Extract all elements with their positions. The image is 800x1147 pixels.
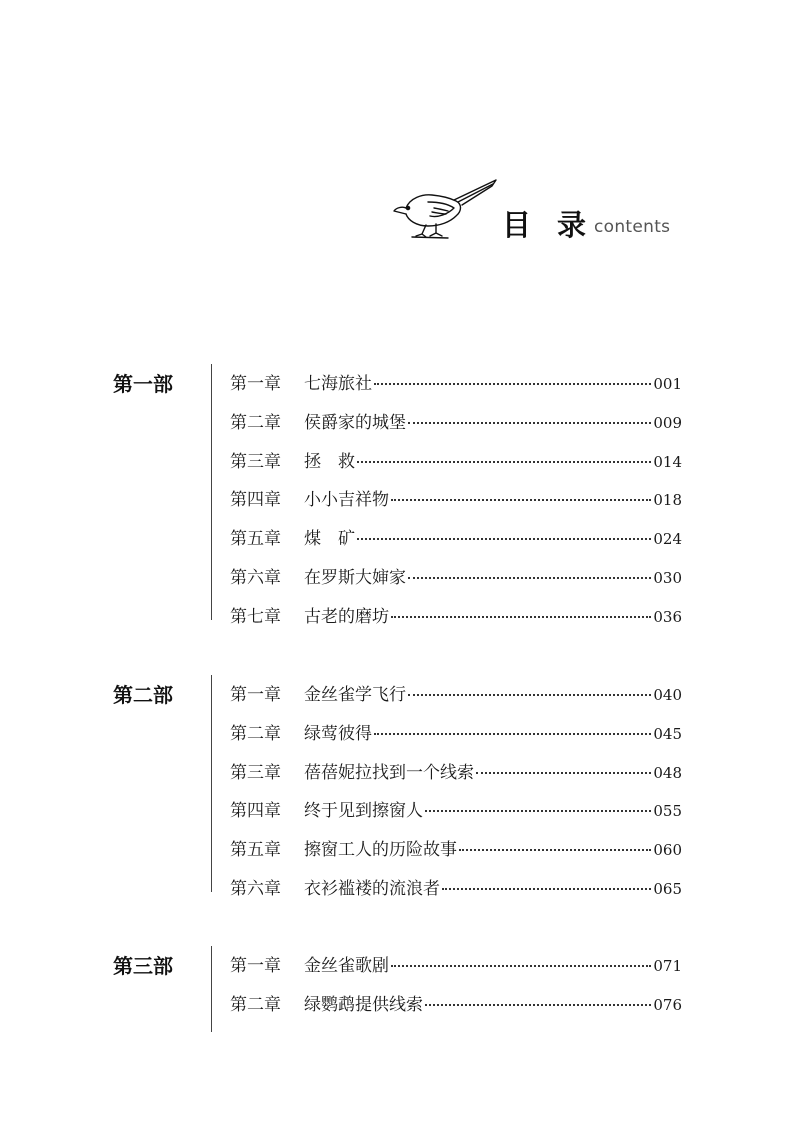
toc-entry[interactable]: [230, 605, 682, 644]
dot-leader: [476, 772, 651, 774]
toc-entry[interactable]: [230, 722, 682, 761]
chapter-number: 第三章: [230, 451, 281, 472]
dot-leader: [391, 965, 651, 967]
toc-entry[interactable]: [230, 877, 682, 916]
page-number: 001: [653, 375, 682, 393]
part-2-divider: [211, 675, 212, 892]
page-number: 045: [653, 724, 682, 743]
chapter-title: 绿莺彼得: [304, 723, 372, 744]
dot-leader: [442, 888, 651, 890]
dot-leader: [408, 577, 651, 579]
page-number: 065: [653, 879, 682, 898]
page-number: 030: [653, 568, 682, 587]
toc-title-english: contents: [594, 217, 671, 237]
page-number: 076: [653, 995, 682, 1014]
toc-title-mu: 目: [502, 208, 532, 242]
dot-leader: [408, 422, 651, 424]
chapter-title: 侯爵家的城堡: [304, 412, 406, 433]
toc-entry[interactable]: [230, 450, 682, 489]
chapter-title: 拯 救: [304, 451, 355, 472]
chapter-number: 第三章: [230, 762, 281, 783]
page-number: 036: [653, 607, 682, 626]
chapter-number: 第五章: [230, 840, 281, 861]
chapter-title: 古老的磨坊: [304, 606, 389, 627]
chapter-title: 衣衫褴褛的流浪者: [304, 878, 440, 899]
chapter-number: 第四章: [230, 801, 281, 822]
dot-leader: [374, 733, 651, 735]
chapter-title: 七海旅社: [304, 374, 372, 394]
toc-entry[interactable]: [230, 488, 682, 527]
page-number: 018: [653, 491, 682, 510]
toc-title-lu: 录: [557, 208, 587, 242]
toc-entry[interactable]: [230, 799, 682, 838]
chapter-number: 第一章: [230, 374, 281, 394]
chapter-title: 擦窗工人的历险故事: [304, 840, 457, 861]
chapter-title: 绿鹦鹉提供线索: [304, 994, 423, 1015]
chapter-number: 第一章: [230, 685, 281, 705]
page-number: 040: [653, 686, 682, 704]
dot-leader: [391, 499, 651, 501]
chapter-number: 第四章: [230, 490, 281, 511]
bird-illustration-icon: [392, 178, 498, 242]
chapter-title: 终于见到擦窗人: [304, 801, 423, 822]
dot-leader: [357, 461, 651, 463]
chapter-number: 第五章: [230, 529, 281, 550]
chapter-title: 金丝雀歌剧: [304, 956, 389, 976]
toc-entry[interactable]: [230, 527, 682, 566]
toc-entry[interactable]: [230, 993, 682, 1032]
dot-leader: [459, 849, 651, 851]
toc-entry[interactable]: [230, 761, 682, 800]
dot-leader: [425, 1004, 651, 1006]
chapter-number: 第二章: [230, 412, 281, 433]
chapter-number: 第六章: [230, 878, 281, 899]
dot-leader: [391, 616, 651, 618]
page-number: 060: [653, 841, 682, 860]
part-2-chapter-list: [230, 683, 682, 916]
part-3-chapter-list: [230, 954, 682, 1032]
chapter-title: 蓓蓓妮拉找到一个线索: [304, 762, 474, 783]
chapter-title: 金丝雀学飞行: [304, 685, 406, 705]
part-2-label: 第二部: [113, 683, 173, 707]
chapter-number: 第六章: [230, 567, 281, 588]
chapter-number: 第二章: [230, 994, 281, 1015]
chapter-title: 煤 矿: [304, 529, 355, 550]
page-number: 055: [653, 802, 682, 821]
part-1-divider: [211, 364, 212, 620]
page-number: 009: [653, 413, 682, 432]
page-number: 071: [653, 957, 682, 975]
chapter-title: 小小吉祥物: [304, 490, 389, 511]
toc-entry[interactable]: [230, 838, 682, 877]
chapter-number: 第七章: [230, 606, 281, 627]
page-number: 014: [653, 452, 682, 471]
part-1-label: 第一部: [113, 372, 173, 396]
part-3-divider: [211, 946, 212, 1032]
toc-entry[interactable]: [230, 954, 682, 993]
dot-leader: [374, 383, 651, 385]
dot-leader: [408, 694, 651, 696]
toc-entry[interactable]: [230, 372, 682, 411]
toc-entry[interactable]: [230, 683, 682, 722]
chapter-number: 第二章: [230, 723, 281, 744]
part-1-chapter-list: [230, 372, 682, 644]
part-3-label: 第三部: [113, 954, 173, 978]
dot-leader: [357, 538, 651, 540]
page-number: 048: [653, 763, 682, 782]
page-number: 024: [653, 530, 682, 549]
chapter-number: 第一章: [230, 956, 281, 976]
toc-entry[interactable]: [230, 411, 682, 450]
dot-leader: [425, 810, 651, 812]
toc-entry[interactable]: [230, 566, 682, 605]
chapter-title: 在罗斯大婶家: [304, 567, 406, 588]
